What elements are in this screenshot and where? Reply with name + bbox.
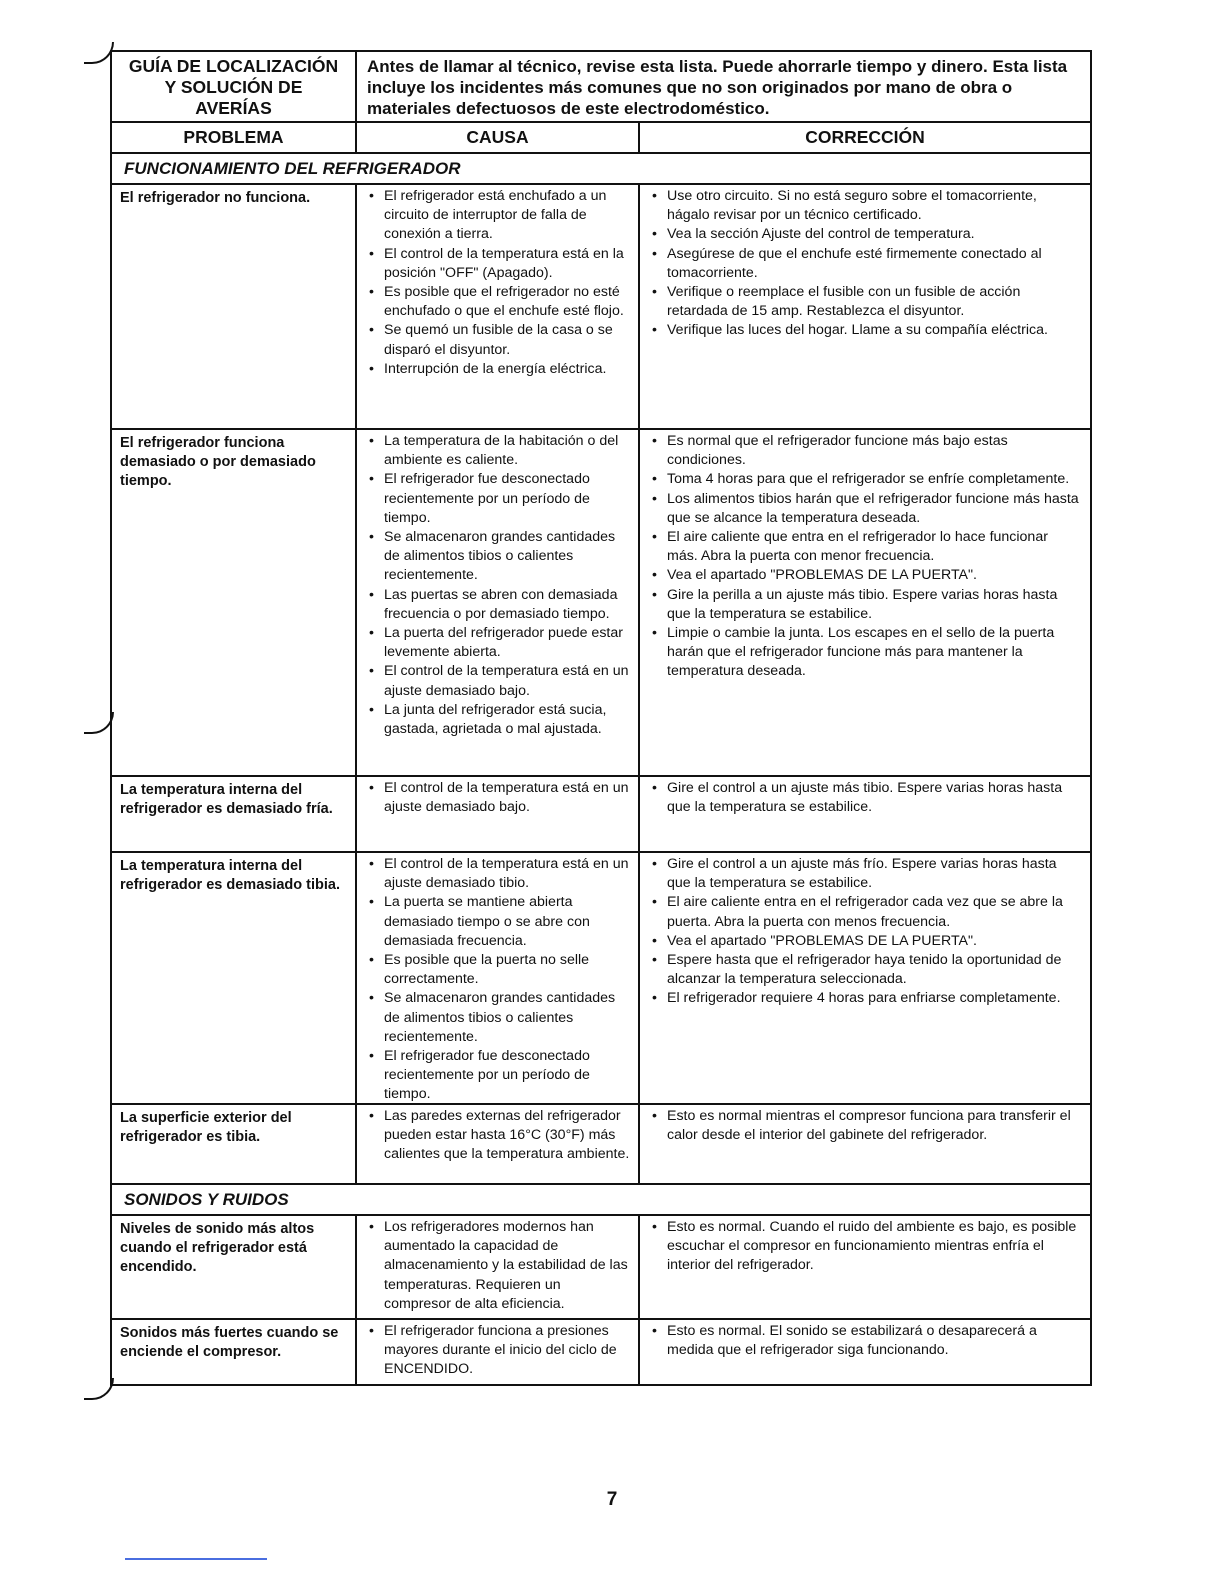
cause-item: • Las puertas se abren con demasiada frecuencia o por demasiado tiempo. <box>367 586 630 624</box>
correction-item: • El refrigerador requiere 4 horas para enfriarse completamente. <box>650 989 1082 1008</box>
cause-item: • La puerta se mantiene abierta demasiado tiempo o se abre con demasiada frecuencia. <box>367 893 630 951</box>
correction-cell-list <box>650 1107 1082 1145</box>
guide-intro: Antes de llamar al técnico, revise esta lista. Puede ahorrarle tiempo y dinero. Esta lista incluye los incidentes más comunes que no son originados por mano de obra o materiales defectuosos de este electrodoméstico. <box>367 57 1068 118</box>
cause-cell <box>357 1320 640 1384</box>
problem-cell: El refrigerador funciona demasiado o por demasiado tiempo. <box>112 430 357 775</box>
troubleshooting-row <box>112 853 1090 1105</box>
cause-item: • Es posible que la puerta no selle correctamente. <box>367 951 630 989</box>
correction-cell <box>640 185 1090 428</box>
cause-cell <box>357 185 640 428</box>
correction-item: • Espere hasta que el refrigerador haya tenido la oportunidad de alcanzar la temperatura seleccionada. <box>650 951 1082 989</box>
cause-item: • La junta del refrigerador está sucia, gastada, agrietada o mal ajustada. <box>367 701 630 739</box>
cause-item: • Las paredes externas del refrigerador pueden estar hasta 16°C (30°F) más calientes que la temperatura ambiente. <box>367 1107 630 1165</box>
troubleshooting-row <box>112 1216 1090 1320</box>
cause-cell <box>357 1105 640 1183</box>
correction-item: • El aire caliente que entra en el refrigerador lo hace funcionar más. Abra la puerta con menor frecuencia. <box>650 528 1082 566</box>
troubleshooting-guide-table <box>110 50 1092 1386</box>
footer-line <box>125 1558 267 1560</box>
column-header-problem: PROBLEMA <box>112 123 357 152</box>
cause-item: • Los refrigeradores modernos han aumentado la capacidad de almacenamiento y la estabilidad de las temperaturas. Requieren un compresor de alta eficiencia. <box>367 1218 630 1314</box>
correction-item: • Gire el control a un ajuste más frío. Espere varias horas hasta que la temperatura se estabilice. <box>650 855 1082 893</box>
correction-item: • Asegúrese de que el enchufe esté firmemente conectado al tomacorriente. <box>650 245 1082 283</box>
correction-cell <box>640 1320 1090 1384</box>
cause-item: • Se almacenaron grandes cantidades de alimentos tibios o calientes recientemente. <box>367 528 630 586</box>
sections-container <box>112 154 1090 1384</box>
cause-cell <box>357 853 640 1103</box>
correction-item: • Vea el apartado "PROBLEMAS DE LA PUERTA". <box>650 566 1082 585</box>
section-title: SONIDOS Y RUIDOS <box>124 1190 289 1209</box>
cause-item: • Se quemó un fusible de la casa o se disparó el disyuntor. <box>367 321 630 359</box>
cause-item: • Se almacenaron grandes cantidades de alimentos tibios o calientes recientemente. <box>367 989 630 1047</box>
cause-item: • El control de la temperatura está en la posición "OFF" (Apagado). <box>367 245 630 283</box>
guide-title-line: GUÍA DE LOCALIZACIÓN <box>128 56 339 76</box>
correction-item: • Gire la perilla a un ajuste más tibio. Espere varias horas hasta que la temperatura se estabilice. <box>650 586 1082 624</box>
correction-cell <box>640 853 1090 1103</box>
correction-cell <box>640 430 1090 775</box>
cause-cell-list <box>367 1322 630 1380</box>
correction-item: • Limpie o cambie la junta. Los escapes en el sello de la puerta harán que el refrigerador funcione más para mantener la temperatura deseada. <box>650 624 1082 682</box>
cause-cell-list <box>367 432 630 739</box>
cause-cell <box>357 1216 640 1318</box>
cause-item: • La temperatura de la habitación o del ambiente es caliente. <box>367 432 630 470</box>
correction-cell-list <box>650 187 1082 341</box>
cause-cell <box>357 430 640 775</box>
problem-cell: Niveles de sonido más altos cuando el refrigerador está encendido. <box>112 1216 357 1318</box>
problem-cell: La temperatura interna del refrigerador es demasiado fría. <box>112 777 357 851</box>
problem-cell: La temperatura interna del refrigerador es demasiado tibia. <box>112 853 357 1103</box>
correction-cell-list <box>650 855 1082 1009</box>
troubleshooting-row <box>112 430 1090 777</box>
cause-item: • Interrupción de la energía eléctrica. <box>367 360 630 379</box>
cause-item: • La puerta del refrigerador puede estar levemente abierta. <box>367 624 630 662</box>
troubleshooting-row <box>112 1320 1090 1384</box>
page-number: 7 <box>606 1489 618 1510</box>
column-header-row <box>112 123 1090 154</box>
guide-header-row <box>112 52 1090 123</box>
column-header-correction: CORRECCIÓN <box>805 127 925 147</box>
correction-cell-list <box>650 1322 1082 1360</box>
cause-item: • El refrigerador está enchufado a un circuito de interruptor de falla de conexión a tierra. <box>367 187 630 245</box>
cause-item: • El refrigerador funciona a presiones mayores durante el inicio del ciclo de ENCENDIDO. <box>367 1322 630 1380</box>
troubleshooting-row <box>112 1105 1090 1185</box>
cause-cell-list <box>367 779 630 817</box>
correction-item: • Vea la sección Ajuste del control de temperatura. <box>650 225 1082 244</box>
correction-item: • Toma 4 horas para que el refrigerador se enfríe completamente. <box>650 470 1082 489</box>
correction-item: • Verifique las luces del hogar. Llame a su compañía eléctrica. <box>650 321 1082 340</box>
section-header-row <box>112 154 1090 185</box>
problem-cell: El refrigerador no funciona. <box>112 185 357 428</box>
section-title: FUNCIONAMIENTO DEL REFRIGERADOR <box>124 159 461 178</box>
correction-item: • Gire el control a un ajuste más tibio. Espere varias horas hasta que la temperatura se estabilice. <box>650 779 1082 817</box>
guide-title-line: Y SOLUCIÓN DE <box>164 77 303 97</box>
correction-cell <box>640 777 1090 851</box>
cause-item: • El refrigerador fue desconectado recientemente por un período de tiempo. <box>367 470 630 528</box>
correction-item: • Esto es normal. Cuando el ruido del ambiente es bajo, es posible escuchar el compresor en funcionamiento mientras enfría el interior del refrigerador. <box>650 1218 1082 1276</box>
problem-cell: La superficie exterior del refrigerador es tibia. <box>112 1105 357 1183</box>
cause-item: • El control de la temperatura está en un ajuste demasiado bajo. <box>367 662 630 700</box>
section-header-row <box>112 1185 1090 1216</box>
cause-item: • El control de la temperatura está en un ajuste demasiado bajo. <box>367 779 630 817</box>
correction-cell-list <box>650 432 1082 682</box>
correction-item: • Los alimentos tibios harán que el refrigerador funcione más hasta que se alcance la temperatura deseada. <box>650 490 1082 528</box>
correction-item: • Verifique o reemplace el fusible con un fusible de acción retardada de 15 amp. Restablezca el disyuntor. <box>650 283 1082 321</box>
column-header-cause: CAUSA <box>357 123 640 152</box>
cause-cell-list <box>367 1107 630 1165</box>
correction-cell-list <box>650 1218 1082 1276</box>
correction-item: • Esto es normal mientras el compresor funciona para transferir el calor desde el interior del gabinete del refrigerador. <box>650 1107 1082 1145</box>
correction-item: • Esto es normal. El sonido se estabilizará o desaparecerá a medida que el refrigerador siga funcionando. <box>650 1322 1082 1360</box>
problem-cell: Sonidos más fuertes cuando se enciende el compresor. <box>112 1320 357 1384</box>
correction-item: • El aire caliente entra en el refrigerador cada vez que se abre la puerta. Abra la puerta con menos frecuencia. <box>650 893 1082 931</box>
guide-title <box>112 52 357 121</box>
cause-item: • El control de la temperatura está en un ajuste demasiado tibio. <box>367 855 630 893</box>
correction-cell-list <box>650 779 1082 817</box>
correction-item: • Use otro circuito. Si no está seguro sobre el tomacorriente, hágalo revisar por un técnico certificado. <box>650 187 1082 225</box>
guide-title-line: AVERÍAS <box>195 98 272 118</box>
cause-cell <box>357 777 640 851</box>
cause-item: • El refrigerador fue desconectado recientemente por un período de tiempo. <box>367 1047 630 1105</box>
cause-cell-list <box>367 187 630 379</box>
cause-cell-list <box>367 1218 630 1314</box>
correction-item: • Vea el apartado "PROBLEMAS DE LA PUERTA". <box>650 932 1082 951</box>
correction-cell <box>640 1216 1090 1318</box>
troubleshooting-row <box>112 185 1090 430</box>
correction-cell <box>640 1105 1090 1183</box>
troubleshooting-row <box>112 777 1090 853</box>
cause-cell-list <box>367 855 630 1105</box>
correction-item: • Es normal que el refrigerador funcione más bajo estas condiciones. <box>650 432 1082 470</box>
cause-item: • Es posible que el refrigerador no esté enchufado o que el enchufe esté flojo. <box>367 283 630 321</box>
